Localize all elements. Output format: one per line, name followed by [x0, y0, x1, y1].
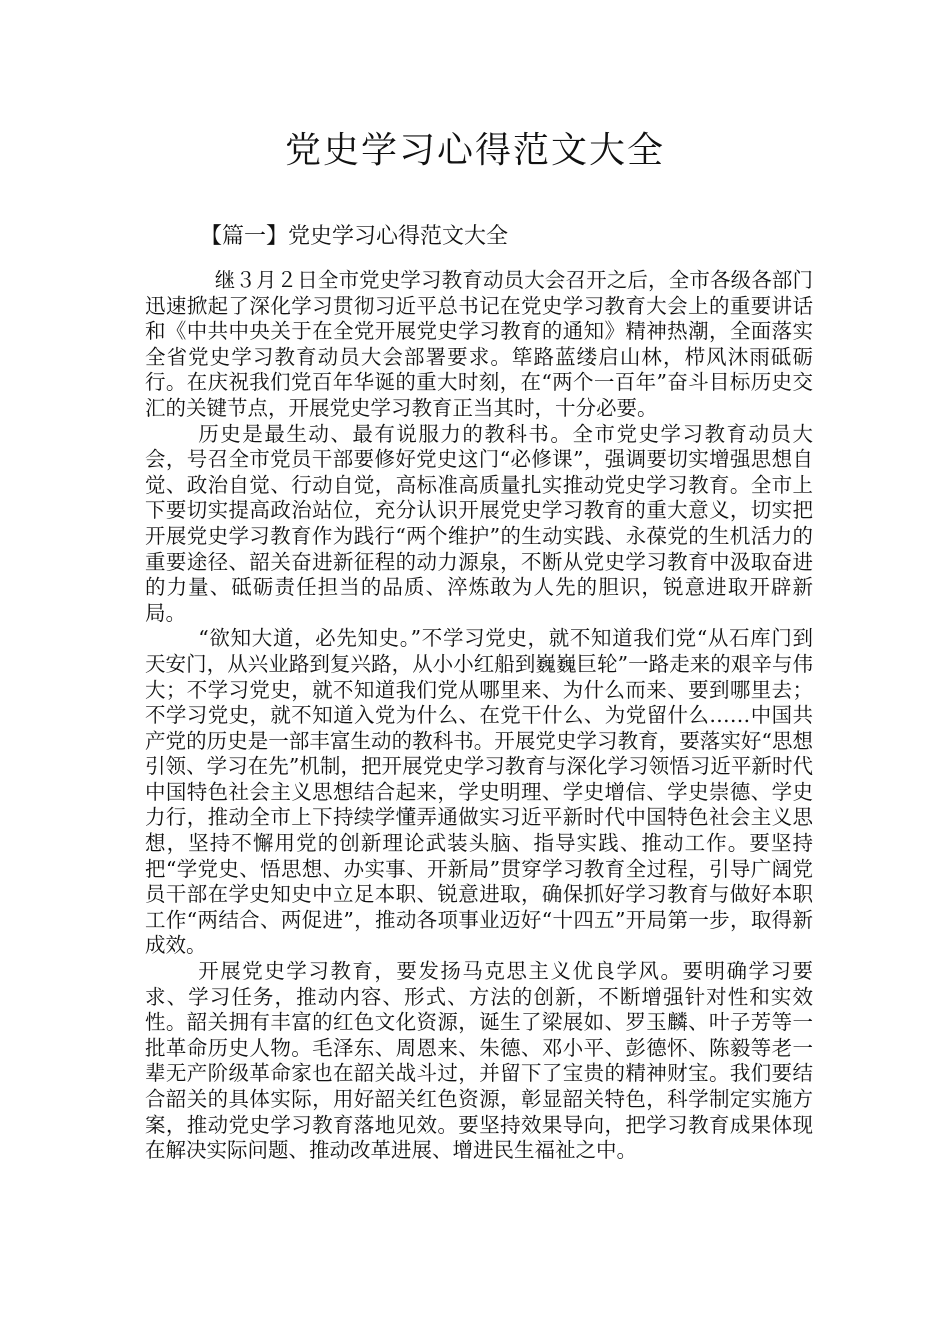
body-paragraph: “欲知大道，必先知史。”不学习党史，就不知道我们党“从石库门到天安门，从兴业路到复兴路，从小小红船到巍巍巨轮”一路走来的艰辛与伟大；不学习党史，就不知道我们党从哪里来、为什么而来、要到哪里去；不学习党史，就不知道入党为什么、在党干什么、为党留什么……中国共产党的历史是一部丰富生动的教科书。开展党史学习教育，要落实好“思想引领、学习在先”机制，把开展党史学习教育与深化学习领悟习近平新时代中国特色社会主义思想结合起来，学史明理、学史增信、学史崇德、学史力行，推动全市上下持续学懂弄通做实习近平新时代中国特色社会主义思想，坚持不懈用党的创新理论武装头脑、指导实践、推动工作。要坚持把“学党史、悟思想、办实事、开新局”贯穿学习教育全过程，引导广阔党员干部在学史知史中立足本职、锐意进取，确保抓好学习教育与做好本职工作“两结合、两促进”，推动各项事业迈好“十四五”开局第一步，取得新成效。: [145, 626, 813, 958]
document-body: [145, 268, 813, 1164]
body-paragraph: 历史是最生动、最有说服力的教科书。全市党史学习教育动员大会，号召全市党员干部要修好党史这门“必修课”，强调要切实增强思想自觉、政治自觉、行动自觉，高标准高质量扎实推动党史学习教育。全市上下要切实提高政治站位，充分认识开展党史学习教育的重大意义，切实把开展党史学习教育作为践行“两个维护”的生动实践、永葆党的生机活力的重要途径、韶关奋进新征程的动力源泉，不断从党史学习教育中汲取奋进的力量、砥砺责任担当的品质、淬炼敢为人先的胆识，锐意进取开辟新局。: [145, 421, 813, 625]
body-paragraph: 开展党史学习教育，要发扬马克思主义优良学风。要明确学习要求、学习任务，推动内容、形式、方法的创新，不断增强针对性和实效性。韶关拥有丰富的红色文化资源，诞生了梁展如、罗玉麟、叶子芳等一批革命历史人物。毛泽东、周恩来、朱德、邓小平、彭德怀、陈毅等老一辈无产阶级革命家也在韶关战斗过，并留下了宝贵的精神财宝。我们要结合韶关的具体实际，用好韶关红色资源，彰显韶关特色，科学制定实施方案，推动党史学习教育落地见效。要坚持效果导向，把学习教育成果体现在解决实际问题、推动改革进展、增进民生福祉之中。: [145, 959, 813, 1163]
document-title: 党史学习心得范文大全: [284, 130, 665, 171]
body-paragraph: 继３月２日全市党史学习教育动员大会召开之后，全市各级各部门迅速掀起了深化学习贯彻习近平总书记在党史学习教育大会上的重要讲话和《中共中央关于在全党开展党史学习教育的通知》精神热潮，全面落实全省党史学习教育动员大会部署要求。筚路蓝缕启山林，栉风沐雨砥砺行。在庆祝我们党百年华诞的重大时刻，在“两个一百年”奋斗目标历史交汇的关键节点，开展党史学习教育正当其时，十分必要。: [145, 268, 813, 420]
section-heading: 【篇一】党史学习心得范文大全: [200, 224, 509, 249]
